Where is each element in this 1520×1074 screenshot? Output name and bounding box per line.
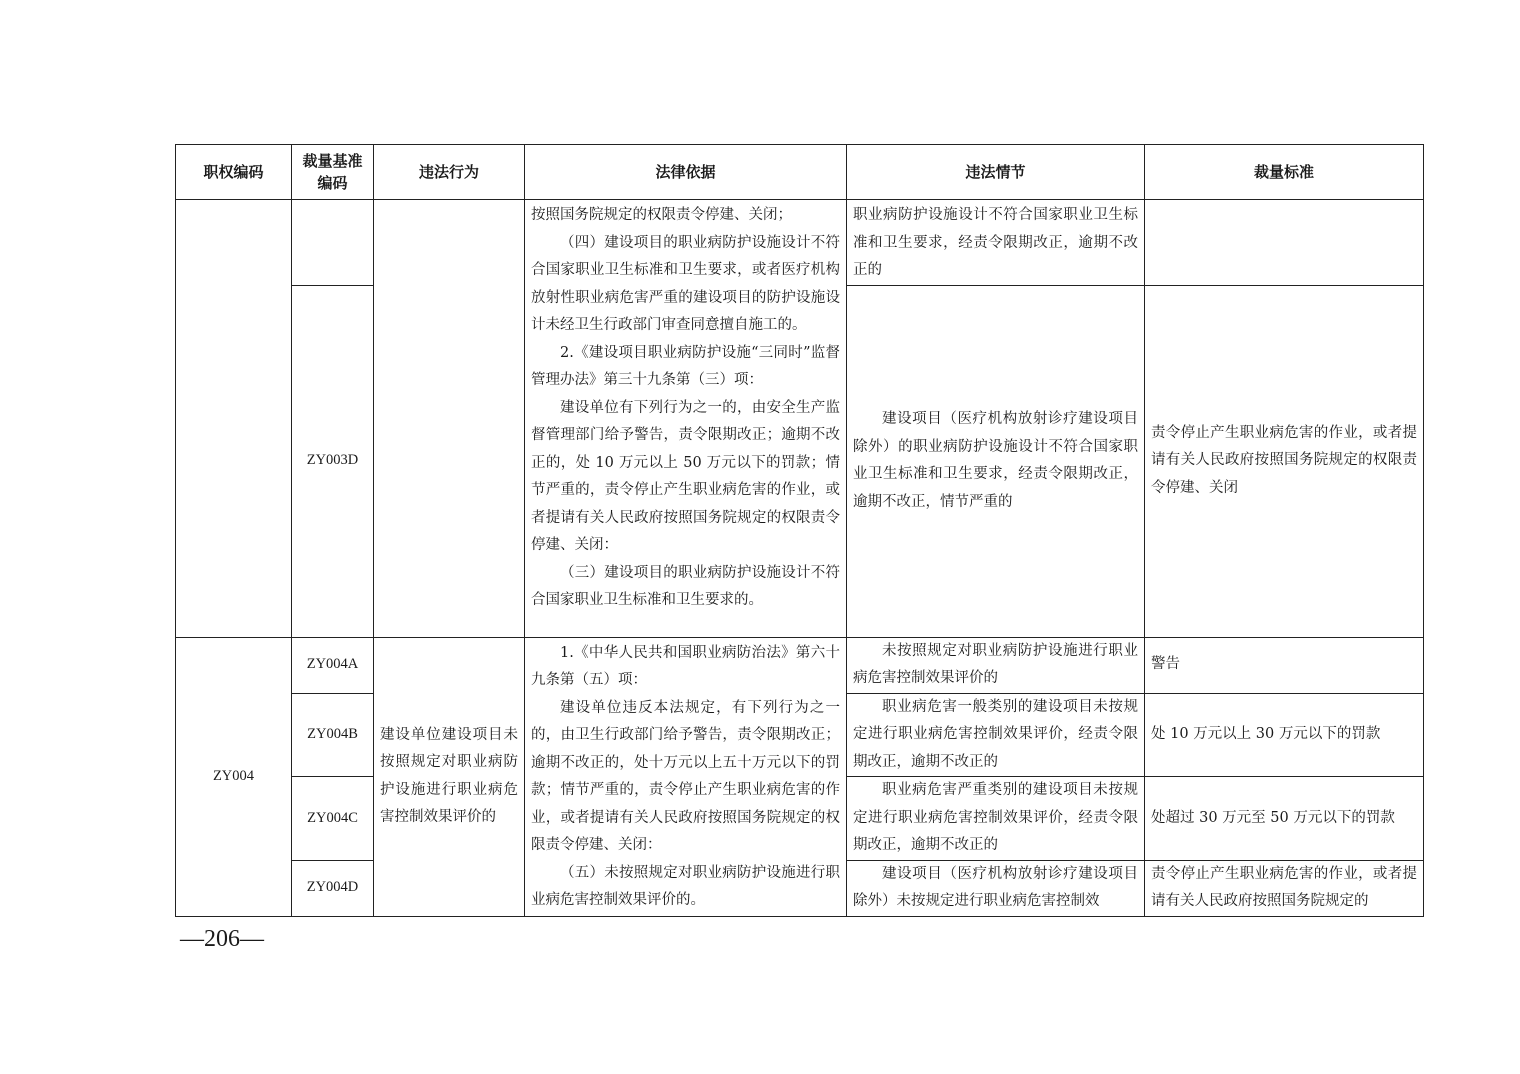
legal-basis-cell: [525, 200, 847, 638]
circumstance-text: 建设项目（医疗机构放射诊疗建设项目除外）的职业病防护设施设计不符合国家职业卫生标准和卫生要求，经责令限期改正，逾期不改正，情节严重的: [853, 411, 1138, 510]
circumstance-cell: [847, 637, 1145, 693]
basis-paragraph: （五）未按照规定对职业病防护设施进行职业病危害控制效果评价的。: [531, 864, 840, 908]
basis-paragraph: 2.《建设项目职业病防护设施“三同时”监督管理办法》第三十九条第（三）项：: [531, 344, 840, 388]
standard-cell: 责令停止产生职业病危害的作业，或者提请有关人民政府按照国务院规定的权限责令停建、关闭: [1145, 285, 1424, 637]
basis-paragraph: （三）建设项目的职业病防护设施设计不符合国家职业卫生标准和卫生要求的。: [531, 564, 840, 608]
discretion-code-cell: ZY004D: [292, 860, 374, 916]
discretion-standard-table: [175, 144, 1424, 917]
standard-cell: 责令停止产生职业病危害的作业，或者提请有关人民政府按照国务院规定的: [1145, 860, 1424, 916]
circumstance-text: 未按照规定对职业病防护设施进行职业病危害控制效果评价的: [853, 642, 1138, 686]
basis-paragraph: （四）建设项目的职业病防护设施设计不符合国家职业卫生标准和卫生要求，或者医疗机构放射性职业病危害严重的建设项目的防护设施设计未经卫生行政部门审查同意擅自施工的。: [531, 234, 840, 333]
page-number: —206—: [180, 926, 264, 952]
authority-code-cell: [176, 200, 292, 638]
violation-cell: [374, 200, 525, 638]
circumstance-text: 职业病危害严重类别的建设项目未按规定进行职业病危害控制效果评价，经责令限期改正，逾期不改正的: [853, 782, 1138, 853]
basis-paragraph: 建设单位有下列行为之一的，由安全生产监督管理部门给予警告，责令限期改正；逾期不改正的，处 10 万元以上 50 万元以下的罚款；情节严重的，责令停止产生职业病危害的作业，或者提请有关人民政府按照国务院规定的权限责令停建、关闭：: [531, 399, 840, 553]
header-discretion-code-line1: 裁量基准: [302, 152, 363, 170]
discretion-code-cell: ZY003D: [292, 285, 374, 637]
table-header-row: [176, 145, 1424, 200]
table-row: [176, 200, 1424, 286]
standard-cell: 处超过 30 万元至 50 万元以下的罚款: [1145, 777, 1424, 861]
circumstance-cell: 职业病防护设施设计不符合国家职业卫生标准和卫生要求，经责令限期改正，逾期不改正的: [847, 200, 1145, 286]
header-standard: 裁量标准: [1145, 145, 1424, 200]
standard-cell: 警告: [1145, 637, 1424, 693]
standard-cell: [1145, 200, 1424, 286]
header-authority-code: 职权编码: [176, 145, 292, 200]
circumstance-text: 职业病危害一般类别的建设项目未按规定进行职业病危害控制效果评价，经责令限期改正，逾期不改正的: [853, 698, 1138, 770]
header-legal-basis: 法律依据: [525, 145, 847, 200]
header-discretion-code: [292, 145, 374, 200]
discretion-code-cell: [292, 200, 374, 286]
discretion-code-cell: ZY004A: [292, 637, 374, 693]
basis-paragraph: 按照国务院规定的权限责令停建、关闭；: [531, 207, 792, 223]
authority-code-cell: ZY004: [176, 637, 292, 916]
legal-basis-cell: [525, 637, 847, 916]
circumstance-text: 建设项目（医疗机构放射诊疗建设项目除外）未按规定进行职业病危害控制效: [853, 865, 1138, 909]
circumstance-cell: [847, 285, 1145, 637]
violation-cell: 建设单位建设项目未按照规定对职业病防护设施进行职业病危害控制效果评价的: [374, 637, 525, 916]
standard-cell: 处 10 万元以上 30 万元以下的罚款: [1145, 693, 1424, 777]
basis-paragraph: 1.《中华人民共和国职业病防治法》第六十九条第（五）项：: [531, 644, 840, 688]
discretion-code-cell: ZY004B: [292, 693, 374, 777]
basis-paragraph: 建设单位违反本法规定，有下列行为之一的，由卫生行政部门给予警告，责令限期改正；逾期不改正的，处十万元以上五十万元以下的罚款；情节严重的，责令停止产生职业病危害的作业，或者提请有关人民政府按照国务院规定的权限责令停建、关闭：: [531, 699, 840, 853]
table-row: [176, 637, 1424, 693]
circumstance-cell: [847, 860, 1145, 916]
header-discretion-code-line2: 编码: [317, 174, 348, 192]
discretion-code-cell: ZY004C: [292, 777, 374, 861]
header-circumstance: 违法情节: [847, 145, 1145, 200]
header-violation: 违法行为: [374, 145, 525, 200]
circumstance-cell: [847, 777, 1145, 861]
circumstance-cell: [847, 693, 1145, 777]
